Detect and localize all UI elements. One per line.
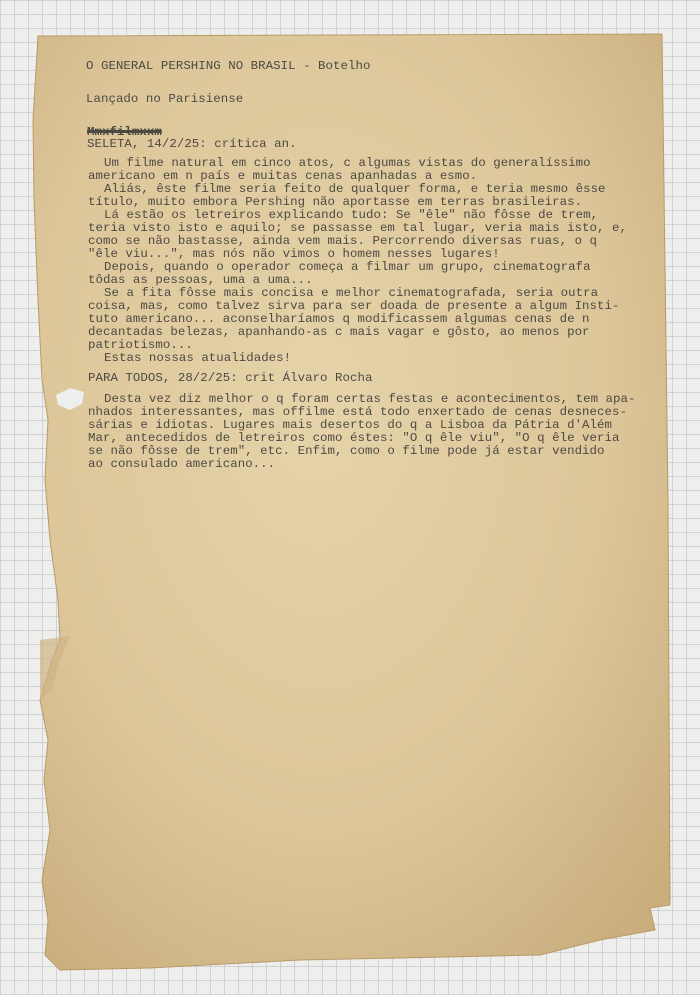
review-seleta-line: Se a fita fôsse mais concisa e melhor cinematografada, seria outra: [104, 286, 599, 300]
review-paratodos-line: Desta vez diz melhor o q foram certas festas e acontecimentos, tem apa-: [104, 392, 636, 406]
review-paratodos-line: se não fôsse de trem", etc. Enfim, como o filme pode já estar vendido: [88, 444, 605, 458]
review-seleta-line: americano em n país e muitas cenas apanhadas a esmo.: [88, 169, 478, 183]
review-seleta-line: Lá estão os letreiros explicando tudo: Se "êle" não fôsse de trem,: [104, 208, 599, 222]
review-seleta-line: "êle viu...", mas nós não vimos o homem nesses lugares!: [88, 247, 500, 261]
document-subtitle: Lançado no Parisiense: [86, 92, 244, 106]
review-seleta-line: teria visto isto e aquilo; se passasse em tal lugar, veria mais isto, e,: [88, 221, 627, 235]
review-seleta-line: título, muito embora Pershing não aportasse em terras brasileiras.: [88, 195, 583, 209]
struck-out-word: Mmxfilmxxm: [87, 125, 162, 139]
review-seleta-line: patriotismo...: [88, 338, 193, 352]
review-seleta-line: Um filme natural em cinco atos, c algumas vistas do generalíssimo: [104, 156, 591, 170]
review-seleta-line: Depois, quando o operador começa a filmar um grupo, cinematografa: [104, 260, 591, 274]
review-paratodos-line: ao consulado americano...: [88, 457, 276, 471]
review-seleta-heading: SELETA, 14/2/25: crítica an.: [87, 137, 297, 151]
review-seleta-line: Estas nossas atualidades!: [104, 351, 292, 365]
review-paratodos-line: nhados interessantes, mas offilme está todo enxertado de cenas desneces-: [88, 405, 627, 419]
review-seleta-line: como se não bastasse, ainda vem mais. Percorrendo diversas ruas, o q: [88, 234, 598, 248]
review-seleta-line: coisa, mas, como talvez sirva para ser doada de presente a algum Insti-: [88, 299, 620, 313]
review-seleta-line: tôdas as pessoas, uma a uma...: [88, 273, 313, 287]
review-paratodos-heading: PARA TODOS, 28/2/25: crit Álvaro Rocha: [88, 371, 373, 385]
review-seleta-line: tuto americano... aconselharíamos q modificassem algumas cenas de n: [88, 312, 590, 326]
review-seleta-line: Aliás, êste filme seria feito de qualquer forma, e teria mesmo êsse: [104, 182, 606, 196]
review-seleta-line: decantadas belezas, apanhando-as c mais vagar e gôsto, ao menos por: [88, 325, 590, 339]
review-paratodos-line: Mar, antecedidos de letreiros como éstes: "O q êle viu", "O q êle veria: [88, 431, 620, 445]
review-paratodos-line: sárias e idiotas. Lugares mais desertos do q a Lisboa da Pátria d'Além: [88, 418, 612, 432]
document-title: O GENERAL PERSHING NO BRASIL - Botelho: [86, 59, 371, 73]
